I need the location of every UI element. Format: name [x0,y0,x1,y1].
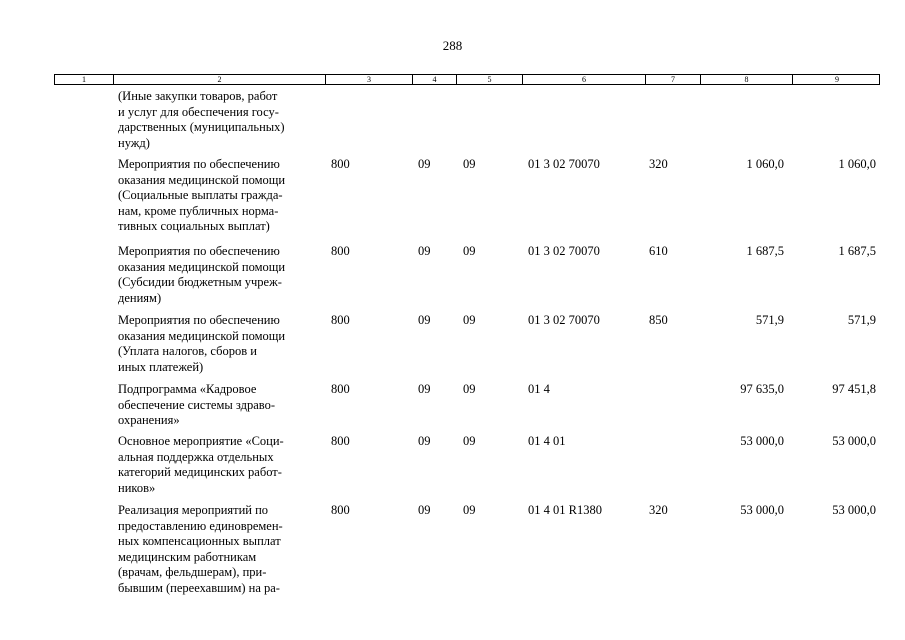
row-col-4: 09 [418,434,431,448]
row-col-3: 800 [331,434,350,448]
row-col-3: 800 [331,244,350,258]
row-col-9: 53 000,0 [832,503,876,517]
row-col-5: 09 [463,313,476,327]
row-col-6: 01 4 01 [528,434,566,448]
row-name: Основное мероприятие «Соци- альная поддержка отдельных категорий медицинских работ- ников» [118,434,284,495]
row-col-6: 01 4 01 R1380 [528,503,602,517]
row-col-3: 800 [331,157,350,171]
row-col-9: 571,9 [847,313,876,327]
row-col-6: 01 3 02 70070 [528,313,600,327]
header-cell-6: 6 [522,75,645,84]
row-col-5: 09 [463,244,476,258]
row-col-8: 571,9 [755,313,784,327]
row-col-4: 09 [418,382,431,396]
row-col-5: 09 [463,503,476,517]
row-col-6: 01 4 [528,382,550,396]
header-cell-2: 2 [113,75,325,84]
header-cell-7: 7 [645,75,700,84]
row-col-9: 1 687,5 [838,244,876,258]
row-col-7: 320 [649,503,668,517]
header-cell-5: 5 [456,75,522,84]
header-cell-9: 9 [792,75,881,84]
row-col-9: 53 000,0 [832,434,876,448]
row-col-8: 53 000,0 [740,434,784,448]
row-col-5: 09 [463,382,476,396]
header-cell-1: 1 [82,75,86,84]
row-col-7: 610 [649,244,668,258]
row-col-8: 97 635,0 [740,382,784,396]
row-col-8: 1 687,5 [746,244,784,258]
row-col-3: 800 [331,313,350,327]
row-name: Мероприятия по обеспечению оказания медицинской помощи (Уплата налогов, сборов и иных платежей) [118,313,286,374]
row-name: Мероприятия по обеспечению оказания медицинской помощи (Субсидии бюджетным учреж- дениям) [118,244,286,305]
row-name: Реализация мероприятий по предоставлению единовремен- ных компенсационных выплат медицинским работникам (врачам, фельдшерам), при- бывшим (переехавшим) на ра- [118,503,283,595]
row-col-6: 01 3 02 70070 [528,157,600,171]
row-col-7: 320 [649,157,668,171]
row-name: (Иные закупки товаров, работ и услуг для обеспечения госу- дарственных (муниципальных) нужд) [118,89,285,150]
row-col-4: 09 [418,244,431,258]
row-col-6: 01 3 02 70070 [528,244,600,258]
row-col-4: 09 [418,157,431,171]
row-col-8: 53 000,0 [740,503,784,517]
header-cell-8: 8 [700,75,792,84]
row-col-5: 09 [463,434,476,448]
header-cell-4: 4 [412,75,456,84]
row-col-7: 850 [649,313,668,327]
table-header-row [54,74,880,85]
header-cell-3: 3 [325,75,412,84]
row-col-9: 97 451,8 [832,382,876,396]
row-name: Подпрограмма «Кадровое обеспечение системы здраво- охранения» [118,382,275,428]
row-col-9: 1 060,0 [838,157,876,171]
row-name: Мероприятия по обеспечению оказания медицинской помощи (Социальные выплаты гражда- нам, кроме публичных норма- тивных социальных выплат) [118,157,286,234]
row-col-4: 09 [418,313,431,327]
row-col-5: 09 [463,157,476,171]
page-number: 288 [442,38,463,53]
row-col-8: 1 060,0 [746,157,784,171]
row-col-3: 800 [331,503,350,517]
row-col-4: 09 [418,503,431,517]
row-col-3: 800 [331,382,350,396]
